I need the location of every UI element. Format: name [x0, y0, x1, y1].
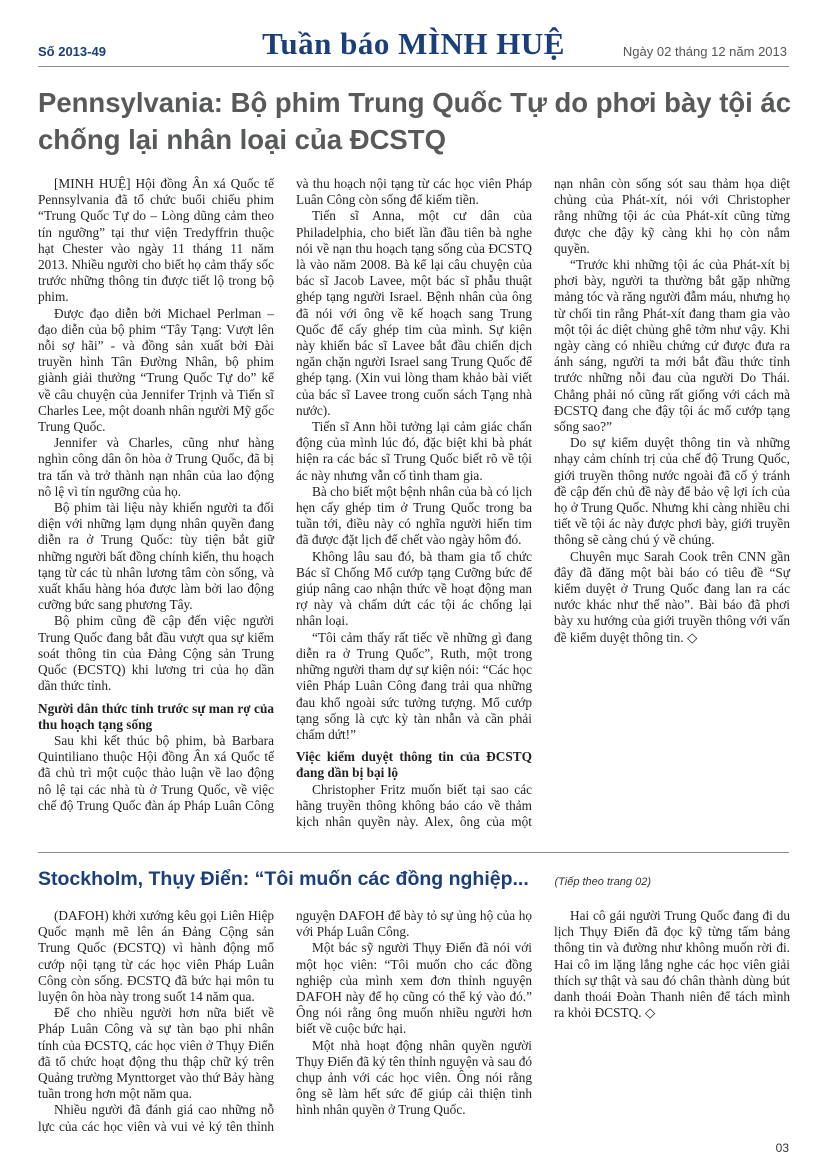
paragraph: Do sự kiểm duyệt thông tin và những nhạy cảm chính trị của chế độ Trung Quốc, giới truyền thông nước ngoài đã cố ý tránh đề cập đến chủ đề này để bảo vệ lợi ích của họ ở Trung Quốc. Nhưng khi càng nhiều chi tiết về tội ác này được phơi bày, giới truyền thông sẽ càng chú ý về chúng.	[554, 435, 790, 548]
continued-from-note: (Tiếp theo trang 02)	[554, 876, 651, 888]
paragraph: Hai cô gái người Trung Quốc đang đi du lịch Thụy Điển đã đọc kỹ từng tấm bảng thông tin và đường như không muốn rời đi. Hai cô im lặng lắng nghe các học viên giải thích sự thật và sau đó chân thành dùng bút danh thoái Đoàn Thanh niên để tách mình ra khỏi ĐCSTQ. ◇	[554, 908, 790, 1021]
paragraph: “Trước khi những tội ác của Phát-xít bị phơi bày, người ta thường bắt gặp những mảng tóc và răng người đẫm máu, nhưng họ từ chối tin rằng Phát-xít đang tham gia vào một tội ác diệt chủng ghê tởm như vậy. Khi ngày càng có nhiều chứng cứ được đưa ra ánh sáng, người ta mới bắt đầu thức tỉnh trước những nỗi đau của người Do Thái. Chẳng phải nó cũng rất giống với cách mà ĐCSTQ đang che đậy tội ác mổ cướp tạng sống sao?”	[554, 257, 790, 435]
header-rule	[38, 66, 789, 67]
paragraph: Christopher Fritz muốn biết tại sao các hãng truyền thông không báo cáo về thảm kịch nhân quyền này. Alex, ông của một nạn nhân còn sống sót sau thảm họa diệt chủng của Phát-xít, nói với Christopher rằng những tội ác của Phát-xít cũng từng được che đậy kỹ càng khi họ còn nắm quyền.	[296, 176, 790, 829]
continued-article-title: Stockholm, Thụy Điển: “Tôi muốn các đồng nghiệp...	[38, 868, 529, 890]
paragraph: Để cho nhiều người hơn nữa biết về Pháp Luân Công và sự tàn bạo phi nhân tính của ĐCSTQ, các học viên ở Thụy Điển đã tổ chức hoạt động thu thập chữ ký trên Quảng trường Mynttorget vào thứ Bảy hàng tuần trong hơn một năm qua.	[38, 1005, 274, 1102]
section-divider	[38, 852, 789, 853]
paragraph: Được đạo diễn bởi Michael Perlman – đạo diễn của bộ phim “Tây Tạng: Vượt lên nỗi sợ hãi” - và đồng sản xuất bởi Đài truyền hình Tân Đường Nhân, bộ phim giành giải thưởng “Trung Quốc Tự do” kể về câu chuyện của Jennifer Trịnh và Tiến sĩ Charles Lee, một doanh nhân người Mỹ gốc Trung Quốc.	[38, 305, 274, 435]
page-number: 03	[775, 1141, 789, 1155]
paragraph: (DAFOH) khởi xướng kêu gọi Liên Hiệp Quốc mạnh mẽ lên án Đảng Cộng sản Trung Quốc (ĐCSTQ) vì hành động mổ cướp nội tạng từ các học viên Pháp Luân Công còn sống. ĐCSTQ đã bức hại môn tu luyện ôn hòa này trong suốt 14 năm qua.	[38, 908, 274, 1005]
article-headline: Pennsylvania: Bộ phim Trung Quốc Tự do phơi bày tội ác chống lại nhân loại của ĐCSTQ	[38, 87, 792, 155]
paragraph: Một bác sỹ người Thụy Điển đã nói với một học viên: “Tôi muốn cho các đồng nghiệp của mình xem đơn thỉnh nguyện DAFOH này để họ cũng có thể ký vào đó.” Ông nói rằng ông muốn nhiều người hơn biết về cuộc bức hại.	[296, 940, 532, 1037]
section-heading: Việc kiểm duyệt thông tin của ĐCSTQ đang dần bị bại lộ	[296, 749, 532, 781]
section-heading: Người dân thức tỉnh trước sự man rợ của thu hoạch tạng sống	[38, 700, 274, 732]
paragraph: Nhiều người đã đánh giá cao những nỗ lực của các học viên và vui vẻ ký tên thỉnh nguyện DAFOH để bày tỏ sự ủng hộ của họ với Pháp Luân Công.	[38, 908, 532, 1134]
paragraph: [MINH HUỆ] Hội đồng Ân xá Quốc tế Pennsylvania đã tổ chức buổi chiếu phim “Trung Quốc Tự do – Lòng dũng cảm theo tín ngưỡng” tại thư viện Tredyffrin thuộc hạt Chester vào ngày 11 tháng 11 năm 2013. Nhiều người cho biết họ cảm thấy sốc trước những thông tin được tiết lộ trong bộ phim.	[38, 176, 274, 305]
paragraph: Jennifer và Charles, cũng như hàng nghìn công dân ôn hòa ở Trung Quốc, đã bị tra tấn và trở thành nạn nhân của lao động nô lệ vì tín ngưỡng của họ.	[38, 435, 274, 499]
paragraph: Bà cho biết một bệnh nhân của bà có lịch hẹn cấy ghép tim ở Trung Quốc trong ba tuần tới, điều này có nghĩa người hiến tim đã được đặt lịch để chết vào ngày hôm đó.	[296, 483, 532, 548]
newspaper-title: Tuần báo MÌNH HUỆ	[262, 26, 565, 61]
issue-number: Số 2013-49	[38, 44, 106, 59]
paragraph: Không lâu sau đó, bà tham gia tổ chức Bác sĩ Chống Mổ cướp tạng Cưỡng bức để giúp nâng cao nhận thức về hoạt động man rợ này và chấm dứt các tội ác chống lại nhân loại.	[296, 548, 532, 629]
paragraph: Chuyên mục Sarah Cook trên CNN gần đây đã đăng một bài báo có tiêu đề “Sự kiểm duyệt ở Trung Quốc đang lan ra các nước khác như thế nào”. Bài báo đã phơi bày xu hướng của giới truyền thông với vấn đề kiểm duyệt thông tin. ◇	[554, 548, 790, 645]
paragraph: “Tôi cảm thấy rất tiếc về những gì đang diễn ra ở Trung Quốc”, Ruth, một trong những người tham dự sự kiện nói: “Các học viên Pháp Luân Công đang trải qua những đau khổ ngoài sức tưởng tượng. Mổ cướp tạng sống là cực kỳ tàn nhẫn và cần phải chấm dứt!”	[296, 629, 532, 742]
paragraph: Một nhà hoạt động nhân quyền người Thụy Điển đã ký tên thỉnh nguyện và sau đó chụp ảnh với các học viên. Ông nói rằng ông sẽ làm hết sức để giúp cải thiện tình hình nhân quyền ở Trung Quốc.	[296, 1037, 532, 1118]
issue-date: Ngày 02 tháng 12 năm 2013	[622, 44, 787, 59]
article-body	[38, 176, 790, 836]
paragraph: Bộ phim cũng đề cập đến việc người Trung Quốc đang bắt đầu vượt qua sự kiểm soát thông tin của Đảng Cộng sản Trung Quốc (ĐCSTQ) khi lương tri của họ dần dần thức tỉnh.	[38, 613, 274, 694]
paragraph: Tiến sĩ Anna, một cư dân của Philadelphia, cho biết lần đầu tiên bà nghe nói về nạn thu hoạch tạng sống của ĐCSTQ là vào năm 2008. Bà kể lại câu chuyện của bác sĩ Jacob Lavee, một bác sĩ phẫu thuật ghép tạng người Israel. Bệnh nhân của ông đã nói với ông về kế hoạch sang Trung Quốc để cấy ghép tim của mình. Sự kiện này khiến bác sĩ Lavee bắt đầu chiến dịch ngăn chặn người Israel sang Trung Quốc để ghép tạng. (Xin vui lòng tham khảo bài viết của bác sĩ Lavee trong cuốn sách Tạng nhà nước).	[296, 208, 532, 418]
paragraph: Bộ phim tài liệu này khiến người ta đối diện với những lạm dụng nhân quyền đang diễn ra ở Trung Quốc: tùy tiện bắt giữ những người bất đồng chính kiến, thu hoạch tạng từ các tù nhân lương tâm còn sống, và xuất khẩu hàng hóa được làm bởi lao động cưỡng bức sang phương Tây.	[38, 500, 274, 613]
paragraph: Tiến sĩ Ann hồi tưởng lại cảm giác chấn động của mình lúc đó, đặc biệt khi bà phát hiện ra các bác sĩ Trung Quốc biết rõ về tội ác này nhưng vẫn cố tình tham gia.	[296, 419, 532, 483]
continued-article-body	[38, 908, 790, 1138]
paragraph: Sau khi kết thúc bộ phim, bà Barbara Quintiliano thuộc Hội đồng Ân xá Quốc tế đã chủ trì một cuộc thảo luận về lao động nô lệ tại các nhà tù ở Trung Quốc, về việc chế độ Trung Quốc đàn áp Pháp Luân Công và thu hoạch nội tạng từ các học viên Pháp Luân Công còn sống để kiếm tiền.	[38, 176, 532, 813]
